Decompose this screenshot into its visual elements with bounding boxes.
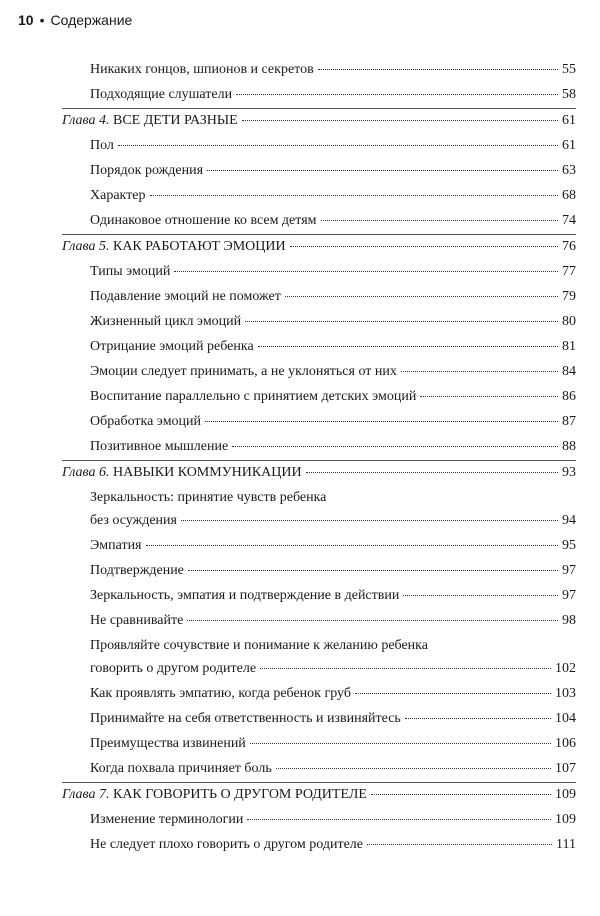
dot-leader xyxy=(306,472,558,473)
toc-entry xyxy=(62,310,576,335)
toc-entry xyxy=(62,609,576,634)
toc-entry xyxy=(62,757,576,782)
toc-entry xyxy=(62,559,576,584)
entry-title: Никаких гонцов, шпионов и секретов xyxy=(90,62,314,77)
toc-entry xyxy=(62,584,576,609)
dot-leader xyxy=(236,94,558,95)
entry-title: Не следует плохо говорить о другом родителе xyxy=(90,837,363,852)
entry-title: Не сравнивайте xyxy=(90,613,184,628)
dot-leader xyxy=(247,819,551,820)
entry-title: Отрицание эмоций ребенка xyxy=(90,339,254,354)
chapter-entry xyxy=(62,108,576,134)
entry-page: 84 xyxy=(562,364,576,379)
dot-leader xyxy=(405,718,551,719)
dot-leader xyxy=(367,844,552,845)
entry-title: Когда похвала причиняет боль xyxy=(90,761,272,776)
dot-leader xyxy=(118,145,558,146)
entry-title-line2: без осуждения xyxy=(90,513,177,528)
dot-leader xyxy=(245,321,558,322)
entry-title: Подавление эмоций не поможет xyxy=(90,289,281,304)
dot-leader xyxy=(174,271,558,272)
chapter-label: Глава 4. xyxy=(62,113,110,128)
entry-page: 111 xyxy=(556,837,576,852)
entry-title: Жизненный цикл эмоций xyxy=(90,314,242,329)
entry-title: Порядок рождения xyxy=(90,163,204,178)
entry-page: 93 xyxy=(562,465,576,480)
entry-page: 88 xyxy=(562,439,576,454)
entry-title: Преимущества извинений xyxy=(90,736,246,751)
section-title: Содержание xyxy=(50,12,133,28)
separator-dot: • xyxy=(39,12,45,28)
entry-page: 81 xyxy=(562,339,576,354)
toc-entry xyxy=(62,260,576,285)
entry-page: 77 xyxy=(562,264,576,279)
dot-leader xyxy=(187,620,558,621)
entry-page: 97 xyxy=(562,563,576,578)
toc-entry xyxy=(62,209,576,234)
toc-entry xyxy=(62,634,576,682)
dot-leader xyxy=(150,195,559,196)
entry-page: 97 xyxy=(562,588,576,603)
entry-title: Зеркальность, эмпатия и подтверждение в действии xyxy=(90,588,400,603)
entry-title: Пол xyxy=(90,138,114,153)
toc-entry xyxy=(62,486,576,534)
toc-entry xyxy=(62,534,576,559)
dot-leader xyxy=(146,545,559,546)
toc-entry xyxy=(62,58,576,83)
entry-page: 98 xyxy=(562,613,576,628)
toc-entry xyxy=(62,707,576,732)
entry-page: 79 xyxy=(562,289,576,304)
toc-entry xyxy=(62,833,576,858)
entry-title: Изменение терминологии xyxy=(90,812,244,827)
toc-entry xyxy=(62,808,576,833)
dot-leader xyxy=(232,446,558,447)
entry-page: 95 xyxy=(562,538,576,553)
entry-page: 74 xyxy=(562,213,576,228)
entry-page: 63 xyxy=(562,163,576,178)
dot-leader xyxy=(258,346,558,347)
chapter-entry xyxy=(62,782,576,808)
entry-title: Как проявлять эмпатию, когда ребенок груб xyxy=(90,686,351,701)
toc-entry xyxy=(62,159,576,184)
entry-page: 55 xyxy=(562,62,576,77)
entry-page: 68 xyxy=(562,188,576,203)
entry-page: 109 xyxy=(555,812,576,827)
entry-title: Принимайте на себя ответственность и извиняйтесь xyxy=(90,711,401,726)
chapter-title: ВСЕ ДЕТИ РАЗНЫЕ xyxy=(112,113,238,128)
toc-entry xyxy=(62,732,576,757)
toc-entry xyxy=(62,385,576,410)
toc-entry xyxy=(62,360,576,385)
entry-title: Обработка эмоций xyxy=(90,414,202,429)
dot-leader xyxy=(420,396,558,397)
dot-leader xyxy=(318,69,558,70)
dot-leader xyxy=(242,120,558,121)
dot-leader xyxy=(276,768,551,769)
entry-title: Позитивное мышление xyxy=(90,439,229,454)
entry-title: Подтверждение xyxy=(90,563,184,578)
dot-leader xyxy=(355,693,551,694)
entry-page: 107 xyxy=(555,761,576,776)
entry-page: 86 xyxy=(562,389,576,404)
entry-page: 61 xyxy=(562,138,576,153)
entry-page: 87 xyxy=(562,414,576,429)
dot-leader xyxy=(181,520,558,521)
dot-leader xyxy=(371,794,551,795)
entry-page: 58 xyxy=(562,87,576,102)
toc-entry xyxy=(62,410,576,435)
toc-entry xyxy=(62,134,576,159)
chapter-title: КАК ГОВОРИТЬ О ДРУГОМ РОДИТЕЛЕ xyxy=(112,787,367,802)
dot-leader xyxy=(260,668,551,669)
entry-title: Подходящие слушатели xyxy=(90,87,233,102)
toc-entry xyxy=(62,682,576,707)
chapter-title: НАВЫКИ КОММУНИКАЦИИ xyxy=(112,465,302,480)
entry-page: 106 xyxy=(555,736,576,751)
chapter-label: Глава 6. xyxy=(62,465,110,480)
entry-title-line1: Зеркальность: принятие чувств ребенка xyxy=(90,490,327,505)
dot-leader xyxy=(401,371,558,372)
entry-title: Характер xyxy=(90,188,146,203)
dot-leader xyxy=(285,296,558,297)
toc-entry xyxy=(62,184,576,209)
entry-title: Эмпатия xyxy=(90,538,142,553)
entry-page: 104 xyxy=(555,711,576,726)
entry-page: 109 xyxy=(555,787,576,802)
entry-page: 103 xyxy=(555,686,576,701)
dot-leader xyxy=(321,220,558,221)
dot-leader xyxy=(403,595,558,596)
page-number: 10 xyxy=(18,12,34,28)
running-header xyxy=(18,12,132,28)
dot-leader xyxy=(205,421,558,422)
entry-title: Одинаковое отношение ко всем детям xyxy=(90,213,317,228)
entry-title: Воспитание параллельно с принятием детских эмоций xyxy=(90,389,417,404)
entry-page: 80 xyxy=(562,314,576,329)
chapter-entry xyxy=(62,460,576,486)
entry-title: Эмоции следует принимать, а не уклоняться от них xyxy=(90,364,397,379)
chapter-label: Глава 5. xyxy=(62,239,110,254)
entry-page: 76 xyxy=(562,239,576,254)
chapter-entry xyxy=(62,234,576,260)
table-of-contents xyxy=(62,58,576,858)
entry-title-line1: Проявляйте сочувствие и понимание к желанию ребенка xyxy=(90,638,428,653)
entry-title: Типы эмоций xyxy=(90,264,171,279)
dot-leader xyxy=(207,170,558,171)
dot-leader xyxy=(250,743,551,744)
toc-entry xyxy=(62,285,576,310)
entry-title-line2: говорить о другом родителе xyxy=(90,661,257,676)
toc-entry xyxy=(62,335,576,360)
entry-page: 94 xyxy=(562,513,576,528)
entry-page: 61 xyxy=(562,113,576,128)
dot-leader xyxy=(290,246,558,247)
toc-entry xyxy=(62,83,576,108)
chapter-title: КАК РАБОТАЮТ ЭМОЦИИ xyxy=(112,239,286,254)
entry-page: 102 xyxy=(555,661,576,676)
dot-leader xyxy=(188,570,558,571)
chapter-label: Глава 7. xyxy=(62,787,110,802)
toc-entry xyxy=(62,435,576,460)
